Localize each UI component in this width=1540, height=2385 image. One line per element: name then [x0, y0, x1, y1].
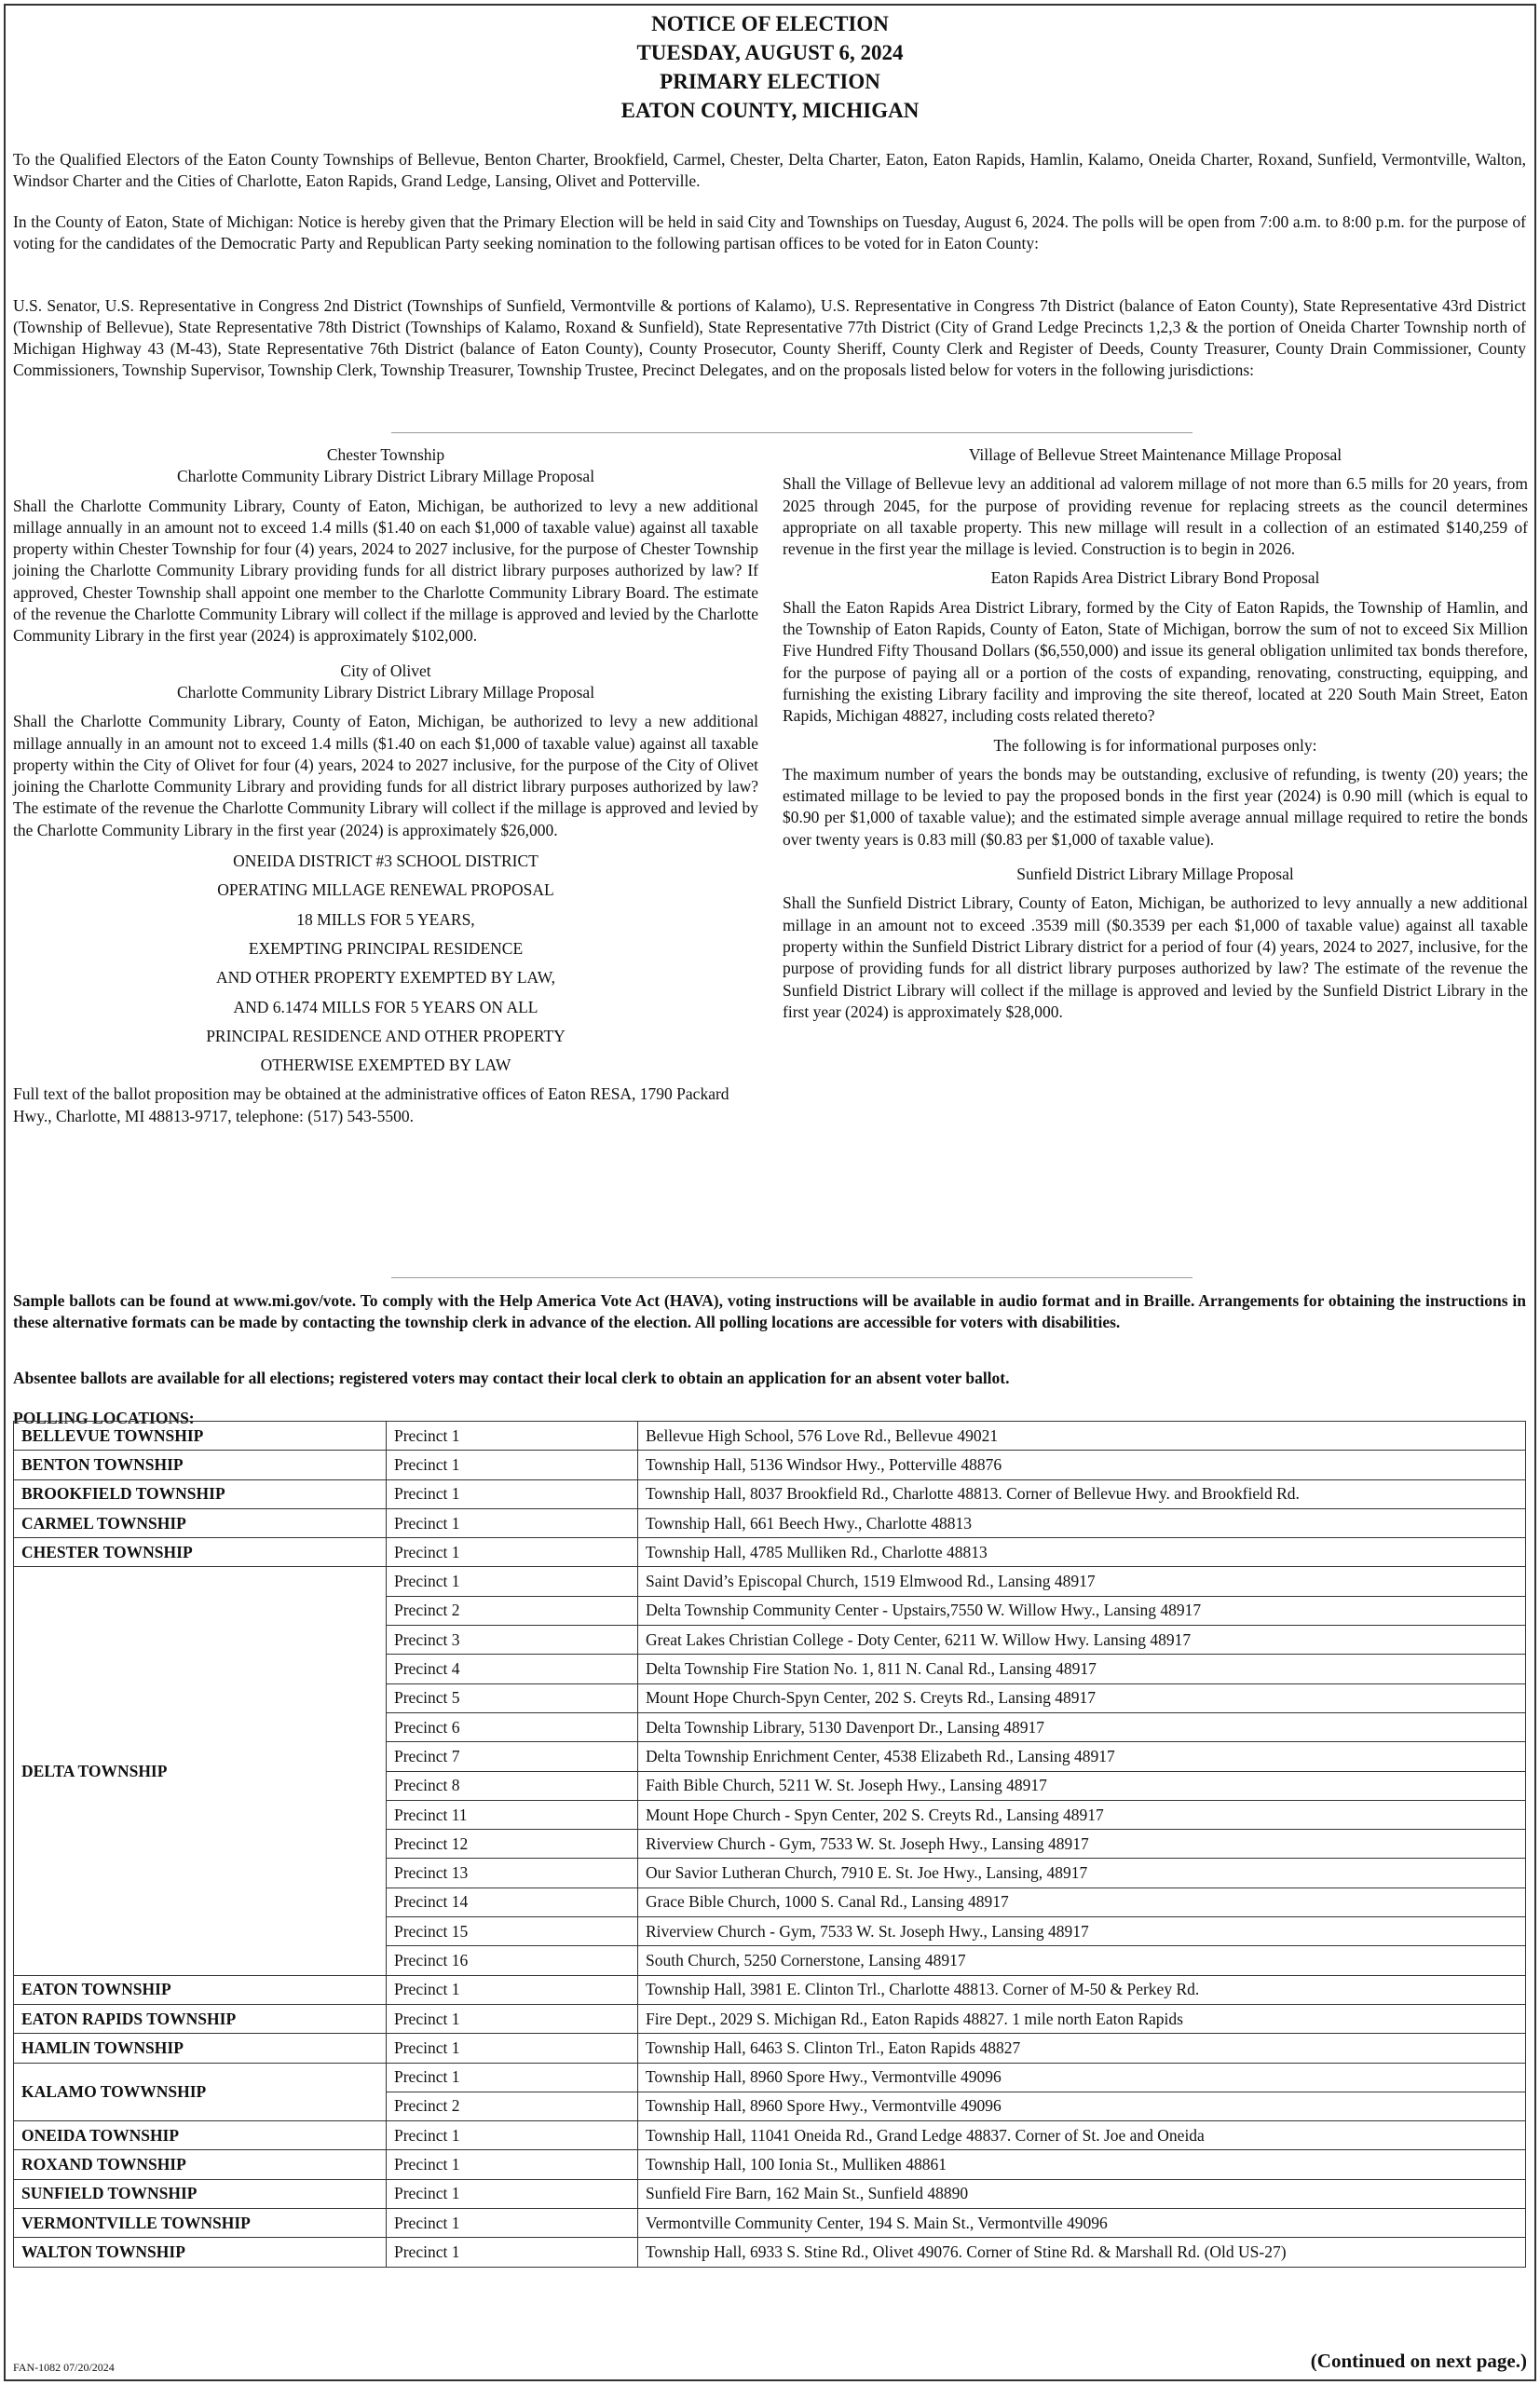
chester-proposal-text: Shall the Charlotte Community Library, County of Eaton, Michigan, be authorized to levy a new additional millage annually in an amount not to exceed 1.4 mills ($1.40 on each $1,000 of taxable value) against all taxable property within Chester Township for four (4) years, 2024 to 2027 inclusive, for the purpose of Chester Township joining the Charlotte Community Library providing funds for all district library purposes authorized by law? If approved, Chester Township shall appoint one member to the Charlotte Community Library Board. The estimate of the revenue the Charlotte Community Library will collect if the millage is approved and levied by the Charlotte Community Library in the first year (2024) is approximately $102,000.: [13, 496, 758, 646]
oneida-heading-line: AND 6.1474 MILLS FOR 5 YEARS ON ALL: [233, 997, 538, 1016]
precinct-cell: Precinct 2: [387, 1596, 638, 1625]
precinct-cell: Precinct 11: [387, 1800, 638, 1829]
precinct-cell: Precinct 4: [387, 1655, 638, 1683]
township-cell: BELLEVUE TOWNSHIP: [14, 1422, 387, 1451]
location-cell: Township Hall, 4785 Mulliken Rd., Charlotte 48813: [638, 1538, 1526, 1567]
precinct-cell: Precinct 5: [387, 1683, 638, 1712]
location-cell: Township Hall, 6933 S. Stine Rd., Olivet 49076. Corner of Stine Rd. & Marshall Rd. (Old US-27): [638, 2238, 1526, 2267]
precinct-cell: Precinct 13: [387, 1859, 638, 1888]
olivet-heading: City of Olivet: [340, 661, 431, 680]
title-line: TUESDAY, AUGUST 6, 2024: [636, 41, 904, 64]
location-cell: Township Hall, 5136 Windsor Hwy., Potterville 48876: [638, 1451, 1526, 1479]
table-row: [14, 2034, 1526, 2063]
divider: [391, 1277, 1192, 1278]
oneida-heading-line: 18 MILLS FOR 5 YEARS,: [296, 909, 475, 929]
ad-code: FAN-1082 07/20/2024: [13, 2361, 115, 2374]
precinct-cell: Precinct 1: [387, 2150, 638, 2179]
bellevue-proposal-text: Shall the Village of Bellevue levy an additional ad valorem millage of not more than 6.5 mills for 20 years, from 2025 through 2045, for the purpose of providing revenue for replacing streets as the council determines appropriate on all taxable property. This new millage will result in a collection of an estimated $140,259 of revenue in the first year the millage is levied. Construction is to begin in 2026.: [783, 474, 1528, 559]
precinct-cell: Precinct 6: [387, 1712, 638, 1741]
absentee-notice: Absentee ballots are available for all elections; registered voters may contact their local clerk to obtain an application for an absent voter ballot.: [13, 1369, 1010, 1387]
township-cell: EATON TOWNSHIP: [14, 1975, 387, 2004]
precinct-cell: Precinct 1: [387, 1479, 638, 1508]
olivet-subheading: Charlotte Community Library District Library Millage Proposal: [176, 682, 595, 702]
location-cell: Delta Township Fire Station No. 1, 811 N. Canal Rd., Lansing 48917: [638, 1655, 1526, 1683]
location-cell: Township Hall, 8960 Spore Hwy., Vermontville 49096: [638, 2063, 1526, 2092]
precinct-cell: Precinct 15: [387, 1917, 638, 1946]
intro-electors: To the Qualified Electors of the Eaton County Townships of Bellevue, Benton Charter, Brookfield, Carmel, Chester, Delta Charter, Eaton, Eaton Rapids, Hamlin, Kalamo, Oneida Charter, Roxand, Sunfield, Vermontville, Walton, Windsor Charter and the Cities of Charlotte, Eaton Rapids, Grand Ledge, Lansing, Olivet and Potterville.: [13, 150, 1526, 190]
table-row: [14, 1538, 1526, 1567]
township-cell: SUNFIELD TOWNSHIP: [14, 2179, 387, 2208]
location-cell: Township Hall, 6463 S. Clinton Trl., Eaton Rapids 48827: [638, 2034, 1526, 2063]
precinct-cell: Precinct 16: [387, 1946, 638, 1975]
oneida-heading-line: OTHERWISE EXEMPTED BY LAW: [260, 1056, 511, 1075]
oneida-heading-line: ONEIDA DISTRICT #3 SCHOOL DISTRICT: [233, 852, 538, 871]
precinct-cell: Precinct 1: [387, 1567, 638, 1596]
intro-offices: U.S. Senator, U.S. Representative in Congress 2nd District (Townships of Sunfield, Vermontville & portions of Kalamo), U.S. Representative in Congress 7th District (balance of Eaton County), State Representative 43rd District (Township of Bellevue), State Representative 78th District (Townships of Kalamo, Roxand & Sunfield), State Representative 77th District (City of Grand Ledge Precincts 1,2,3 & the portion of Oneida Charter Township north of Michigan Highway 43 (M-43), State Representative 76th District (balance of Eaton County), County Prosecutor, County Sheriff, County Clerk and Register of Deeds, County Treasurer, County Drain Commissioner, County Commissioners, Township Supervisor, Township Clerk, Township Treasurer, Township Trustee, Precinct Delegates, and on the proposals listed below for voters in the following jurisdictions:: [13, 296, 1526, 379]
precinct-cell: Precinct 1: [387, 2209, 638, 2238]
precinct-cell: Precinct 1: [387, 1422, 638, 1451]
notice-title: [0, 9, 1540, 125]
location-cell: Fire Dept., 2029 S. Michigan Rd., Eaton Rapids 48827. 1 mile north Eaton Rapids: [638, 2004, 1526, 2033]
title-line: NOTICE OF ELECTION: [651, 12, 889, 35]
precinct-cell: Precinct 1: [387, 1975, 638, 2004]
location-cell: Sunfield Fire Barn, 162 Main St., Sunfield 48890: [638, 2179, 1526, 2208]
precinct-cell: Precinct 1: [387, 1451, 638, 1479]
township-cell: BROOKFIELD TOWNSHIP: [14, 1479, 387, 1508]
location-cell: Delta Township Library, 5130 Davenport Dr., Lansing 48917: [638, 1712, 1526, 1741]
location-cell: Vermontville Community Center, 194 S. Main St., Vermontville 49096: [638, 2209, 1526, 2238]
township-cell: HAMLIN TOWNSHIP: [14, 2034, 387, 2063]
location-cell: Mount Hope Church-Spyn Center, 202 S. Creyts Rd., Lansing 48917: [638, 1683, 1526, 1712]
township-cell: WALTON TOWNSHIP: [14, 2238, 387, 2267]
table-row: [14, 2121, 1526, 2150]
township-cell: CARMEL TOWNSHIP: [14, 1508, 387, 1537]
table-row: [14, 2179, 1526, 2208]
sunfield-heading: Sunfield District Library Millage Proposal: [1016, 865, 1294, 884]
precinct-cell: Precinct 12: [387, 1830, 638, 1859]
oneida-heading-line: EXEMPTING PRINCIPAL RESIDENCE: [248, 938, 524, 958]
precinct-cell: Precinct 1: [387, 2121, 638, 2150]
polling-locations-table: [13, 1421, 1526, 2268]
eaton-rapids-heading: Eaton Rapids Area District Library Bond Proposal: [990, 568, 1320, 588]
township-cell: ROXAND TOWNSHIP: [14, 2150, 387, 2179]
intro-notice: In the County of Eaton, State of Michigan: Notice is hereby given that the Primary Election will be held in said City and Townships on Tuesday, August 6, 2024. The polls will be open from 7:00 a.m. to 8:00 p.m. for the purpose of voting for the candidates of the Democratic Party and Republican Party seeking nomination to the following partisan offices to be voted for in Eaton County:: [13, 212, 1526, 252]
table-row: [14, 1508, 1526, 1537]
township-cell: EATON RAPIDS TOWNSHIP: [14, 2004, 387, 2033]
oneida-heading-line: PRINCIPAL RESIDENCE AND OTHER PROPERTY: [206, 1026, 566, 1045]
right-column: [783, 444, 1528, 1030]
precinct-cell: Precinct 1: [387, 1508, 638, 1537]
table-row: [14, 2004, 1526, 2033]
township-cell: CHESTER TOWNSHIP: [14, 1538, 387, 1567]
table-row: [14, 1451, 1526, 1479]
township-cell: DELTA TOWNSHIP: [14, 1567, 387, 1975]
table-row: [14, 2238, 1526, 2267]
precinct-cell: Precinct 14: [387, 1888, 638, 1916]
location-cell: Riverview Church - Gym, 7533 W. St. Joseph Hwy., Lansing 48917: [638, 1830, 1526, 1859]
table-row: [14, 1422, 1526, 1451]
precinct-cell: Precinct 1: [387, 2063, 638, 2092]
precinct-cell: Precinct 1: [387, 2238, 638, 2267]
info-text: The maximum number of years the bonds may be outstanding, exclusive of refunding, is twenty (20) years; the estimated millage to be levied to pay the proposed bonds in the first year (2024) is 0.90 mill (which is equal to $0.90 per $1,000 of taxable value); and the estimated simple average annual millage required to retire the bonds over twenty years is 0.83 mill ($0.83 per $1,000 of taxable value).: [783, 764, 1528, 849]
location-cell: Faith Bible Church, 5211 W. St. Joseph Hwy., Lansing 48917: [638, 1771, 1526, 1800]
location-cell: South Church, 5250 Cornerstone, Lansing 48917: [638, 1946, 1526, 1975]
precinct-cell: Precinct 1: [387, 1538, 638, 1567]
oneida-heading-line: OPERATING MILLAGE RENEWAL PROPOSAL: [217, 880, 554, 900]
table-row: [14, 1479, 1526, 1508]
polling-locations-label: POLLING LOCATIONS:: [13, 1409, 195, 1427]
location-cell: Township Hall, 8037 Brookfield Rd., Charlotte 48813. Corner of Bellevue Hwy. and Brookfield Rd.: [638, 1479, 1526, 1508]
location-cell: Riverview Church - Gym, 7533 W. St. Joseph Hwy., Lansing 48917: [638, 1917, 1526, 1946]
oneida-proposal-text: Full text of the ballot proposition may be obtained at the administrative offices of Eaton RESA, 1790 Packard Hwy., Charlotte, MI 48813-9717, telephone: (517) 543-5500.: [13, 1084, 729, 1125]
precinct-cell: Precinct 1: [387, 2179, 638, 2208]
chester-heading: Chester Township: [326, 445, 445, 464]
township-cell: BENTON TOWNSHIP: [14, 1451, 387, 1479]
oneida-heading-line: AND OTHER PROPERTY EXEMPTED BY LAW,: [215, 968, 556, 988]
info-heading: The following is for informational purposes only:: [993, 735, 1317, 755]
location-cell: Grace Bible Church, 1000 S. Canal Rd., Lansing 48917: [638, 1888, 1526, 1916]
table-row: [14, 2209, 1526, 2238]
township-cell: ONEIDA TOWNSHIP: [14, 2121, 387, 2150]
precinct-cell: Precinct 3: [387, 1626, 638, 1655]
location-cell: Saint David’s Episcopal Church, 1519 Elmwood Rd., Lansing 48917: [638, 1567, 1526, 1596]
location-cell: Mount Hope Church - Spyn Center, 202 S. Creyts Rd., Lansing 48917: [638, 1800, 1526, 1829]
location-cell: Delta Township Enrichment Center, 4538 Elizabeth Rd., Lansing 48917: [638, 1742, 1526, 1771]
precinct-cell: Precinct 7: [387, 1742, 638, 1771]
divider: [391, 432, 1192, 433]
chester-subheading: Charlotte Community Library District Library Millage Proposal: [176, 467, 595, 486]
table-row: [14, 1975, 1526, 2004]
bellevue-heading: Village of Bellevue Street Maintenance Millage Proposal: [968, 445, 1342, 464]
table-row: [14, 2150, 1526, 2179]
olivet-proposal-text: Shall the Charlotte Community Library, County of Eaton, Michigan, be authorized to levy a new additional millage annually in an amount not to exceed 1.4 mills ($1.40 on each $1,000 of taxable value) against all taxable property within the City of Olivet for four (4) years, 2024 to 2027 inclusive, for the purpose of the City of Olivet joining the Charlotte Community Library and providing funds for all district library purposes authorized by law? The estimate of the revenue the Charlotte Community Library will collect if the millage is approved and levied by the Charlotte Community Library in the first year (2024) is approximately $26,000.: [13, 712, 758, 839]
township-cell: VERMONTVILLE TOWNSHIP: [14, 2209, 387, 2238]
eaton-rapids-proposal-text: Shall the Eaton Rapids Area District Library, formed by the City of Eaton Rapids, the Township of Hamlin, and the Township of Eaton Rapids, County of Eaton, State of Michigan, borrow the sum of not to exceed Six Million Five Hundred Fifty Thousand Dollars ($6,550,000) and issue its general obligation unlimited tax bonds therefore, for the purpose of paying all or a portion of the costs of expanding, renovating, constructing, equipping, and furnishing the existing Library facility and improving the site thereof, located at 220 South Main Street, Eaton Rapids, Michigan 48827, including costs related thereto?: [783, 597, 1528, 726]
location-cell: Township Hall, 100 Ionia St., Mulliken 48861: [638, 2150, 1526, 2179]
location-cell: Bellevue High School, 576 Love Rd., Bellevue 49021: [638, 1422, 1526, 1451]
sample-ballot-notice: Sample ballots can be found at www.mi.gov/vote. To comply with the Help America Vote Act (HAVA), voting instructions will be available in audio format and in Braille. Arrangements for obtaining the instructions in these alternative formats can be made by contacting the township clerk in advance of the election. All polling locations are accessible for voters with disabilities.: [13, 1291, 1526, 1331]
left-column: [13, 444, 758, 1135]
location-cell: Township Hall, 8960 Spore Hwy., Vermontville 49096: [638, 2092, 1526, 2120]
location-cell: Great Lakes Christian College - Doty Center, 6211 W. Willow Hwy. Lansing 48917: [638, 1626, 1526, 1655]
table-row: [14, 2063, 1526, 2092]
precinct-cell: Precinct 8: [387, 1771, 638, 1800]
precinct-cell: Precinct 1: [387, 2034, 638, 2063]
continued-note: (Continued on next page.): [1310, 2350, 1527, 2372]
location-cell: Township Hall, 11041 Oneida Rd., Grand Ledge 48837. Corner of St. Joe and Oneida: [638, 2121, 1526, 2150]
precinct-cell: Precinct 1: [387, 2004, 638, 2033]
sunfield-proposal-text: Shall the Sunfield District Library, County of Eaton, Michigan, be authorized to levy annually a new additional millage in an amount not to exceed .3539 mill ($0.3539 per each $1,000 of taxable value) against all taxable property within the Sunfield District Library district for a period of four (4) years, 2024 to 2027, inclusive, for the purpose of providing funds for all district library purposes authorized by law? The estimate of the revenue the Sunfield District Library will collect if the millage is approved and levied by the Sunfield District Library in the first year (2024) is approximately $28,000.: [783, 893, 1528, 1021]
oneida-heading-block: [13, 851, 758, 1076]
location-cell: Township Hall, 661 Beech Hwy., Charlotte 48813: [638, 1508, 1526, 1537]
table-row: [14, 1567, 1526, 1596]
location-cell: Delta Township Community Center - Upstairs,7550 W. Willow Hwy., Lansing 48917: [638, 1596, 1526, 1625]
township-cell: KALAMO TOWWNSHIP: [14, 2063, 387, 2121]
title-line: EATON COUNTY, MICHIGAN: [620, 99, 920, 122]
location-cell: Our Savior Lutheran Church, 7910 E. St. Joe Hwy., Lansing, 48917: [638, 1859, 1526, 1888]
location-cell: Township Hall, 3981 E. Clinton Trl., Charlotte 48813. Corner of M-50 & Perkey Rd.: [638, 1975, 1526, 2004]
title-line: PRIMARY ELECTION: [660, 70, 880, 93]
precinct-cell: Precinct 2: [387, 2092, 638, 2120]
